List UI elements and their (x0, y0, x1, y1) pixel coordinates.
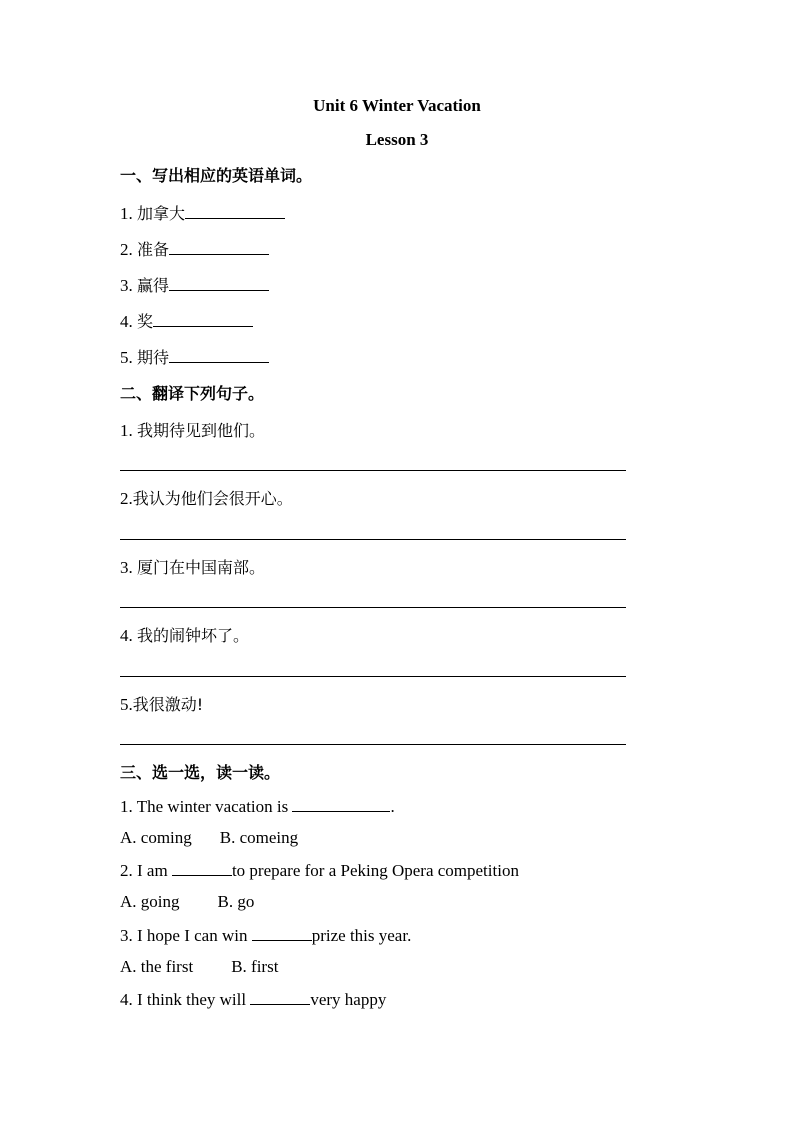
question-text-before: The winter vacation is (136, 797, 289, 816)
lesson-subtitle: Lesson 3 (365, 130, 429, 149)
item-word: 奖 (137, 312, 154, 331)
answer-blank[interactable] (292, 796, 390, 812)
item-sentence: 我的闹钟坏了。 (137, 626, 250, 645)
answer-blank[interactable] (172, 860, 232, 876)
section1-item-3 (120, 273, 269, 296)
section3-heading: 三、选一选，读一读。 (120, 763, 281, 782)
option-b[interactable]: B. comeing (219, 828, 299, 847)
item-number: 1. (120, 421, 133, 440)
question-text-after: very happy (310, 990, 387, 1009)
option-a[interactable]: A. coming (120, 828, 192, 847)
item-sentence: 我认为他们会很开心。 (132, 489, 293, 508)
section1-item-4 (120, 309, 253, 332)
question-4 (120, 989, 386, 1010)
question-text-after: prize this year. (311, 926, 412, 945)
option-b[interactable]: B. first (231, 957, 279, 976)
item-word: 准备 (137, 240, 170, 259)
item-number: 2. (120, 240, 133, 259)
question-text-after: to prepare for a Peking Opera competition (231, 861, 519, 880)
answer-line[interactable] (120, 607, 626, 608)
section2-heading: 二、翻译下列句子。 (120, 384, 265, 403)
answer-blank[interactable] (169, 275, 269, 291)
answer-blank[interactable] (169, 347, 269, 363)
question-3-options (120, 957, 278, 977)
answer-line[interactable] (120, 744, 626, 745)
item-number: 5. (120, 695, 133, 714)
option-a[interactable]: A. going (120, 892, 180, 911)
item-sentence: 我期待见到他们。 (137, 421, 266, 440)
answer-blank[interactable] (250, 989, 310, 1005)
question-number: 2. (120, 861, 133, 880)
item-sentence: 我很激动! (132, 695, 204, 714)
item-number: 2. (120, 489, 133, 508)
page-title: Unit 6 Winter Vacation (313, 96, 481, 115)
option-a[interactable]: A. the first (120, 957, 194, 976)
item-number: 4. (120, 312, 133, 331)
answer-blank[interactable] (185, 203, 285, 219)
item-number: 3. (120, 276, 133, 295)
section2-item-3 (120, 555, 265, 578)
answer-blank[interactable] (169, 239, 269, 255)
question-text-after: . (390, 797, 395, 816)
question-text-before: I think they will (137, 990, 247, 1009)
section2-item-1 (120, 418, 265, 441)
section2-item-4 (120, 623, 249, 646)
question-number: 3. (120, 926, 133, 945)
section1-heading: 一、写出相应的英语单词。 (120, 166, 313, 185)
answer-line[interactable] (120, 676, 626, 677)
question-1 (120, 796, 395, 817)
question-3 (120, 925, 411, 946)
section2-item-2 (120, 486, 293, 509)
item-sentence: 厦门在中国南部。 (137, 558, 266, 577)
section1-item-5 (120, 345, 269, 368)
question-number: 1. (120, 797, 133, 816)
item-number: 4. (120, 626, 133, 645)
question-1-options (120, 828, 298, 848)
section2-item-5 (120, 692, 203, 715)
question-number: 4. (120, 990, 133, 1009)
answer-blank[interactable] (252, 925, 312, 941)
answer-line[interactable] (120, 539, 626, 540)
question-2 (120, 860, 519, 881)
option-b[interactable]: B. go (217, 892, 255, 911)
question-text-before: I am (137, 861, 168, 880)
item-number: 5. (120, 348, 133, 367)
item-number: 1. (120, 204, 133, 223)
item-number: 3. (120, 558, 133, 577)
question-text-before: I hope I can win (137, 926, 248, 945)
item-word: 加拿大 (137, 204, 186, 223)
question-2-options (120, 892, 254, 912)
answer-line[interactable] (120, 470, 626, 471)
answer-blank[interactable] (153, 311, 253, 327)
item-word: 期待 (137, 348, 170, 367)
section1-item-1 (120, 201, 285, 224)
section1-item-2 (120, 237, 269, 260)
item-word: 赢得 (137, 276, 170, 295)
